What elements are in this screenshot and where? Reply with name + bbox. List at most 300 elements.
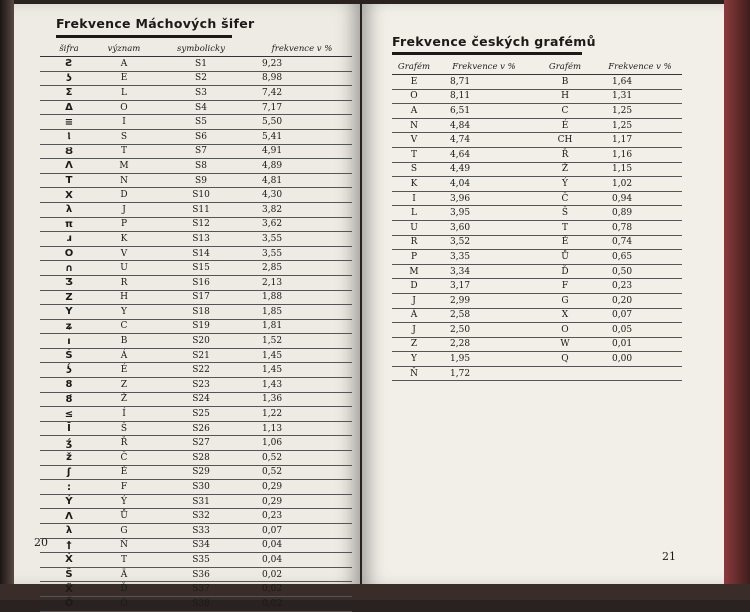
table-row <box>40 159 352 174</box>
grapheme-cell: N <box>392 118 436 133</box>
frequency-cell: 0,23 <box>252 509 352 524</box>
grapheme-cell: Ž <box>532 162 598 177</box>
table-row <box>40 57 352 72</box>
grapheme-cell: Ř <box>532 147 598 162</box>
table-row <box>40 451 352 466</box>
meaning-cell: L <box>98 86 150 101</box>
cipher-glyph: ʒ́ <box>40 436 98 451</box>
meaning-cell: Ä <box>98 567 150 582</box>
table-row <box>40 188 352 203</box>
table-row <box>40 567 352 582</box>
symbol-cell: S1 <box>150 57 252 72</box>
frequency-cell: 0,02 <box>252 567 352 582</box>
grapheme-cell: J <box>392 323 436 338</box>
meaning-cell: R <box>98 275 150 290</box>
grapheme-cell: B <box>532 75 598 90</box>
table-row <box>40 363 352 378</box>
symbol-cell: S27 <box>150 436 252 451</box>
cipher-glyph: ≡ <box>40 115 98 130</box>
frequency-cell: 3,55 <box>252 246 352 261</box>
meaning-cell: Ů <box>98 509 150 524</box>
table-row <box>40 538 352 553</box>
table-row <box>40 392 352 407</box>
cipher-glyph: ž <box>40 451 98 466</box>
table-header-row <box>392 62 682 75</box>
cipher-glyph: ∩ <box>40 261 98 276</box>
cipher-glyph: ʑ <box>40 319 98 334</box>
grapheme-cell: Ů <box>532 250 598 265</box>
grapheme-cell: Y <box>392 352 436 367</box>
frequency-cell: 1,36 <box>252 392 352 407</box>
symbol-cell: S38 <box>150 596 252 611</box>
grapheme-cell: V <box>392 133 436 148</box>
book-edge-right <box>724 0 750 600</box>
cipher-glyph: Y <box>40 305 98 320</box>
grapheme-cell: Á <box>392 308 436 323</box>
frequency-cell: 0,78 <box>598 220 682 235</box>
frequency-cell: 0,52 <box>252 451 352 466</box>
frequency-cell: 2,50 <box>436 323 532 338</box>
frequency-cell: 3,96 <box>436 191 532 206</box>
frequency-cell: 0,94 <box>598 191 682 206</box>
symbol-cell: S8 <box>150 159 252 174</box>
frequency-cell: 1,02 <box>598 177 682 192</box>
frequency-cell: 3,95 <box>436 206 532 221</box>
frequency-cell: 1,85 <box>252 305 352 320</box>
cipher-glyph: : <box>40 480 98 495</box>
symbol-cell: S9 <box>150 173 252 188</box>
grapheme-cell: C <box>532 104 598 119</box>
frequency-cell: 0,23 <box>598 279 682 294</box>
table-row <box>392 250 682 265</box>
symbol-cell: S35 <box>150 553 252 568</box>
table-row <box>40 173 352 188</box>
meaning-cell: Š <box>98 421 150 436</box>
symbol-cell: S5 <box>150 115 252 130</box>
col-header-frekvence-2: Frekvence v % <box>598 62 682 75</box>
grapheme-cell: H <box>532 89 598 104</box>
table-row <box>392 235 682 250</box>
cipher-glyph: Ẋ <box>40 553 98 568</box>
grapheme-cell: J <box>392 293 436 308</box>
symbol-cell: S2 <box>150 71 252 86</box>
cipher-glyph: 8́ <box>40 392 98 407</box>
grapheme-frequency-table <box>392 62 682 381</box>
grapheme-cell: R <box>392 235 436 250</box>
meaning-cell: U <box>98 261 150 276</box>
table-row <box>40 553 352 568</box>
table-row <box>40 436 352 451</box>
table-row <box>392 89 682 104</box>
frequency-cell: 5,50 <box>252 115 352 130</box>
frequency-cell: 7,42 <box>252 86 352 101</box>
symbol-cell: S22 <box>150 363 252 378</box>
grapheme-cell: G <box>532 293 598 308</box>
cipher-glyph: T <box>40 173 98 188</box>
meaning-cell: T <box>98 553 150 568</box>
table-row <box>40 334 352 349</box>
cipher-glyph: ʖ <box>40 71 98 86</box>
frequency-cell: 1,81 <box>252 319 352 334</box>
cipher-glyph: ɹ <box>40 232 98 247</box>
frequency-cell: 0,20 <box>598 293 682 308</box>
cipher-glyph: ı <box>40 334 98 349</box>
cipher-glyph: Z <box>40 290 98 305</box>
cipher-glyph: † <box>40 538 98 553</box>
table-row <box>40 465 352 480</box>
frequency-cell: 3,82 <box>252 202 352 217</box>
frequency-cell: 6,51 <box>436 104 532 119</box>
grapheme-cell: Ň <box>392 366 436 381</box>
grapheme-cell: É <box>532 118 598 133</box>
frequency-cell: 4,74 <box>436 133 532 148</box>
meaning-cell: Ě <box>98 465 150 480</box>
table-row <box>40 509 352 524</box>
grapheme-cell: A <box>392 104 436 119</box>
meaning-cell: O <box>98 100 150 115</box>
table-row <box>392 104 682 119</box>
symbol-cell: S10 <box>150 188 252 203</box>
meaning-cell: Č <box>98 451 150 466</box>
meaning-cell: É <box>98 363 150 378</box>
meaning-cell: Ó <box>98 596 150 611</box>
table-row <box>392 352 682 367</box>
frequency-cell: 0,05 <box>598 323 682 338</box>
frequency-cell: 1,13 <box>252 421 352 436</box>
frequency-cell: 1,64 <box>598 75 682 90</box>
frequency-cell: 5,41 <box>252 129 352 144</box>
symbol-cell: S23 <box>150 378 252 393</box>
frequency-cell: 1,31 <box>598 89 682 104</box>
col-header-vyznam: význam <box>98 44 150 57</box>
meaning-cell: Ý <box>98 494 150 509</box>
frequency-cell: 1,45 <box>252 363 352 378</box>
grapheme-cell: P <box>392 250 436 265</box>
frequency-cell: 0,50 <box>598 264 682 279</box>
symbol-cell: S7 <box>150 144 252 159</box>
table-row <box>392 337 682 352</box>
cipher-glyph: Ő <box>40 596 98 611</box>
col-header-grafem-1: Grafém <box>392 62 436 75</box>
table-row <box>40 596 352 611</box>
meaning-cell: G <box>98 524 150 539</box>
symbol-cell: S26 <box>150 421 252 436</box>
frequency-cell: 4,04 <box>436 177 532 192</box>
cipher-glyph: ʖ́ <box>40 363 98 378</box>
cipher-glyph: ʃ <box>40 465 98 480</box>
cipher-glyph: Ẍ <box>40 582 98 597</box>
table-row <box>392 177 682 192</box>
page-number-left: 20 <box>34 536 48 549</box>
meaning-cell: B <box>98 334 150 349</box>
grapheme-cell: Č <box>532 191 598 206</box>
table-row <box>40 71 352 86</box>
table-row <box>40 86 352 101</box>
meaning-cell: F <box>98 480 150 495</box>
left-title-underline <box>56 35 232 38</box>
col-header-grafem-2: Grafém <box>532 62 598 75</box>
cipher-glyph: Σ <box>40 86 98 101</box>
symbol-cell: S15 <box>150 261 252 276</box>
frequency-cell: 0,07 <box>598 308 682 323</box>
table-row <box>392 308 682 323</box>
frequency-cell: 0,00 <box>598 352 682 367</box>
meaning-cell: N <box>98 173 150 188</box>
cipher-glyph: Δ <box>40 100 98 115</box>
frequency-cell: 0,89 <box>598 206 682 221</box>
meaning-cell: Á <box>98 348 150 363</box>
symbol-cell: S16 <box>150 275 252 290</box>
grapheme-cell: X <box>532 308 598 323</box>
table-row <box>392 323 682 338</box>
frequency-cell: 0,04 <box>252 538 352 553</box>
grapheme-cell: M <box>392 264 436 279</box>
table-row <box>392 206 682 221</box>
grapheme-cell: O <box>392 89 436 104</box>
symbol-cell: S36 <box>150 567 252 582</box>
frequency-cell: 4,81 <box>252 173 352 188</box>
col-header-frekvence: frekvence v % <box>252 44 352 57</box>
symbol-cell: S25 <box>150 407 252 422</box>
cipher-glyph: Ȣ <box>40 144 98 159</box>
right-title-underline <box>392 52 582 55</box>
cipher-glyph: Ʒ <box>40 275 98 290</box>
grapheme-cell: E <box>392 75 436 90</box>
frequency-cell: 1,43 <box>252 378 352 393</box>
meaning-cell: Ď <box>98 582 150 597</box>
cipher-glyph: π <box>40 217 98 232</box>
frequency-cell: 3,60 <box>436 220 532 235</box>
frequency-cell: 1,06 <box>252 436 352 451</box>
table-row <box>40 319 352 334</box>
symbol-cell: S18 <box>150 305 252 320</box>
grapheme-cell: Q <box>532 352 598 367</box>
table-row <box>40 407 352 422</box>
frequency-cell: 2,13 <box>252 275 352 290</box>
grapheme-cell: F <box>532 279 598 294</box>
symbol-cell: S14 <box>150 246 252 261</box>
frequency-cell: 4,64 <box>436 147 532 162</box>
grapheme-cell: CH <box>532 133 598 148</box>
col-header-symbolicky: symbolicky <box>150 44 252 57</box>
page-number-right: 21 <box>662 550 676 563</box>
symbol-cell: S6 <box>150 129 252 144</box>
grapheme-cell: O <box>532 323 598 338</box>
frequency-cell: 0,01 <box>598 337 682 352</box>
table-row <box>40 100 352 115</box>
table-row <box>40 144 352 159</box>
cipher-glyph: O <box>40 246 98 261</box>
meaning-cell: Y <box>98 305 150 320</box>
table-row <box>392 133 682 148</box>
symbol-cell: S30 <box>150 480 252 495</box>
grapheme-cell: W <box>532 337 598 352</box>
left-page <box>14 4 360 610</box>
frequency-cell: 1,22 <box>252 407 352 422</box>
grapheme-cell: S <box>392 162 436 177</box>
meaning-cell: Ň <box>98 538 150 553</box>
right-page-title: Frekvence českých grafémů <box>392 34 596 49</box>
meaning-cell: J <box>98 202 150 217</box>
cipher-frequency-table <box>40 44 352 612</box>
table-row <box>40 275 352 290</box>
cipher-glyph: Ŝ <box>40 567 98 582</box>
symbol-cell: S32 <box>150 509 252 524</box>
meaning-cell: C <box>98 319 150 334</box>
frequency-cell: 3,17 <box>436 279 532 294</box>
table-row <box>40 494 352 509</box>
table-row <box>392 191 682 206</box>
symbol-cell: S29 <box>150 465 252 480</box>
frequency-cell: 2,28 <box>436 337 532 352</box>
frequency-cell: 0,52 <box>252 465 352 480</box>
symbol-cell: S21 <box>150 348 252 363</box>
frequency-cell: 3,52 <box>436 235 532 250</box>
frequency-cell: 8,71 <box>436 75 532 90</box>
table-row <box>40 129 352 144</box>
table-row <box>40 378 352 393</box>
table-row <box>392 279 682 294</box>
frequency-cell: 2,85 <box>252 261 352 276</box>
cipher-glyph: ≤ <box>40 407 98 422</box>
table-row <box>392 220 682 235</box>
symbol-cell: S20 <box>150 334 252 349</box>
symbol-cell: S3 <box>150 86 252 101</box>
table-row <box>392 147 682 162</box>
frequency-cell: 0,65 <box>598 250 682 265</box>
frequency-cell: 3,55 <box>252 232 352 247</box>
frequency-cell: 2,99 <box>436 293 532 308</box>
frequency-cell: 3,34 <box>436 264 532 279</box>
cipher-glyph: 8 <box>40 378 98 393</box>
grapheme-cell: D <box>392 279 436 294</box>
frequency-cell: 2,58 <box>436 308 532 323</box>
symbol-cell: S28 <box>150 451 252 466</box>
col-header-sifra: šifra <box>40 44 98 57</box>
meaning-cell: D <box>98 188 150 203</box>
frequency-cell: 4,91 <box>252 144 352 159</box>
frequency-cell: 4,84 <box>436 118 532 133</box>
frequency-cell: 1,17 <box>598 133 682 148</box>
meaning-cell: A <box>98 57 150 72</box>
table-row <box>40 115 352 130</box>
meaning-cell: Ř <box>98 436 150 451</box>
symbol-cell: S24 <box>150 392 252 407</box>
frequency-cell: 3,35 <box>436 250 532 265</box>
grapheme-cell: U <box>392 220 436 235</box>
frequency-cell: 4,30 <box>252 188 352 203</box>
right-page <box>362 4 724 584</box>
table-row <box>392 118 682 133</box>
cipher-glyph: Ʌ <box>40 509 98 524</box>
meaning-cell: K <box>98 232 150 247</box>
frequency-cell: 3,62 <box>252 217 352 232</box>
table-row <box>40 232 352 247</box>
frequency-cell: 0,29 <box>252 480 352 495</box>
table-row <box>392 264 682 279</box>
frequency-cell: 8,98 <box>252 71 352 86</box>
frequency-cell <box>598 366 682 381</box>
cipher-glyph: Ý <box>40 494 98 509</box>
grapheme-cell: Ď <box>532 264 598 279</box>
frequency-cell: 7,17 <box>252 100 352 115</box>
table-row <box>40 524 352 539</box>
meaning-cell: M <box>98 159 150 174</box>
symbol-cell: S11 <box>150 202 252 217</box>
frequency-cell: 0,07 <box>252 524 352 539</box>
frequency-cell: 1,15 <box>598 162 682 177</box>
cipher-glyph: X <box>40 188 98 203</box>
frequency-cell: 0,29 <box>252 494 352 509</box>
symbol-cell: S12 <box>150 217 252 232</box>
frequency-cell: 1,25 <box>598 118 682 133</box>
symbol-cell: S13 <box>150 232 252 247</box>
frequency-cell: 1,72 <box>436 366 532 381</box>
grapheme-cell: T <box>532 220 598 235</box>
table-row <box>40 348 352 363</box>
table-row <box>40 246 352 261</box>
frequency-cell: 4,89 <box>252 159 352 174</box>
meaning-cell: P <box>98 217 150 232</box>
frequency-cell: 4,49 <box>436 162 532 177</box>
table-row <box>40 480 352 495</box>
cipher-glyph: Ī <box>40 421 98 436</box>
grapheme-cell <box>532 366 598 381</box>
frequency-cell: 1,25 <box>598 104 682 119</box>
grapheme-cell: Ě <box>532 235 598 250</box>
table-row <box>40 582 352 597</box>
book-edge-left <box>0 0 14 600</box>
grapheme-cell: Ý <box>532 177 598 192</box>
meaning-cell: E <box>98 71 150 86</box>
table-row <box>40 202 352 217</box>
grapheme-cell: Š <box>532 206 598 221</box>
frequency-cell: 0,02 <box>252 596 352 611</box>
table-header-row <box>40 44 352 57</box>
meaning-cell: H <box>98 290 150 305</box>
table-row <box>392 366 682 381</box>
frequency-cell: 1,52 <box>252 334 352 349</box>
table-row <box>40 421 352 436</box>
frequency-cell: 0,74 <box>598 235 682 250</box>
symbol-cell: S4 <box>150 100 252 115</box>
meaning-cell: I <box>98 115 150 130</box>
table-row <box>392 293 682 308</box>
grapheme-cell: I <box>392 191 436 206</box>
cipher-glyph: λ <box>40 202 98 217</box>
table-row <box>40 261 352 276</box>
grapheme-cell: T <box>392 147 436 162</box>
frequency-cell: 0,04 <box>252 553 352 568</box>
cipher-glyph: Ś <box>40 348 98 363</box>
symbol-cell: S31 <box>150 494 252 509</box>
cipher-glyph: Ƨ <box>40 57 98 72</box>
grapheme-cell: Z <box>392 337 436 352</box>
cipher-glyph: λ <box>40 524 98 539</box>
frequency-cell: 1,45 <box>252 348 352 363</box>
left-page-title: Frekvence Máchových šifer <box>56 16 255 31</box>
symbol-cell: S37 <box>150 582 252 597</box>
symbol-cell: S33 <box>150 524 252 539</box>
symbol-cell: S19 <box>150 319 252 334</box>
col-header-frekvence-1: Frekvence v % <box>436 62 532 75</box>
grapheme-cell: L <box>392 206 436 221</box>
meaning-cell: V <box>98 246 150 261</box>
table-row <box>40 305 352 320</box>
meaning-cell: Ž <box>98 392 150 407</box>
frequency-cell: 8,11 <box>436 89 532 104</box>
meaning-cell: Í <box>98 407 150 422</box>
